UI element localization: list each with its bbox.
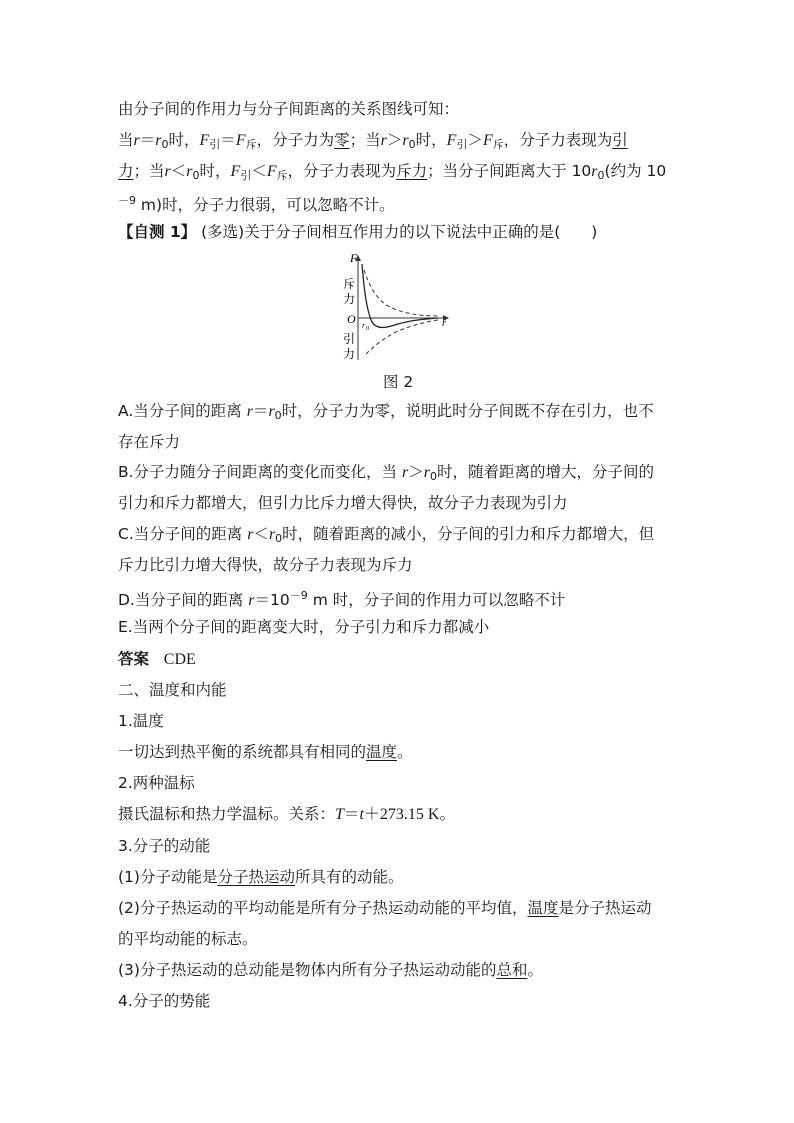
label-li: 力 [343,292,356,306]
label-F: F [350,251,358,265]
heading-scales: 2.两种温标 [118,774,195,792]
answer-label: 答案 [118,650,150,668]
answer-line [118,649,196,670]
para1-line3: $^{-9}$ m)时，分子力很弱，可以忽略不计。 [118,194,395,214]
temperature-text: 一切达到热平衡的系统都具有相同的温度。 [118,743,413,761]
label-yin: 引 [343,332,356,346]
repulsion-curve [364,270,438,316]
intro-line: 由分子间的作用力与分子间距离的关系图线可知： [118,100,460,118]
option-C-line1: C.当分子间的距离 $r<r_0$时，随着距离的减小，分子间的引力和斥力都增大，但 [118,525,655,545]
heading-temperature: 1.温度 [118,712,164,730]
label-chi: 斥 [343,277,356,291]
option-C-line2: 斥力比引力增大得快，故分子力表现为斥力 [118,556,413,574]
option-D-line: D.当分子间的距离 $r=10^{-9}$ m 时，分子间的作用力可以忽略不计 [118,589,566,609]
figure-caption: 图 2 [383,373,414,391]
answer-value: CDE [163,651,196,668]
label-r: r [442,318,446,329]
answer-zero: 零 [334,131,350,149]
label-r0-sub: 0 [366,326,369,332]
section2-title: 二、温度和内能 [118,681,227,699]
para1-line2: 力；当$r<r_0$时，$F_引<F_斥$，分子力表现为斥力；当分子间距离大于 $10r_0$(约为 10 [118,162,667,182]
kinetic-item3: (3)分子热运动的总动能是物体内所有分子热运动动能的总和。 [118,961,543,979]
force-distance-figure [330,250,460,365]
option-A-line1: A.当分子间的距离 $r=r_0$时，分子力为零，说明此时分子间既不存在引力，也不 [118,402,654,422]
scales-text: 摄氏温标和热力学温标。关系：T＝t＋273.15 K。 [118,805,456,823]
heading-potential: 4.分子的势能 [118,992,211,1010]
kinetic-item2-line1: (2)分子热运动的平均动能是所有分子热运动动能的平均值，温度是分子热运动 [118,899,652,917]
option-B-line1: B.分子力随分子间距离的变化而变化，当 $r>r_0$时，随着距离的增大，分子间的 [118,463,654,483]
option-B-line2: 引力和斥力都增大，但引力比斥力增大得快，故分子力表现为引力 [118,494,568,512]
label-O: O [347,312,356,326]
answer-repulsion: 斥力 [396,162,428,180]
option-E-line: E.当两个分子间的距离变大时，分子引力和斥力都减小 [118,618,490,636]
question-tag: 【自测 1】 [118,223,197,241]
para1-line1: 当$r=r_0$时，$F_引=F_斥$，分子力为零；当$r>r_0$时，$F_引>F_斥$，分子力表现为引 [118,131,628,151]
question-line: 【自测 1】 (多选)关于分子间相互作用力的以下说法中正确的是( ) [118,223,598,241]
label-li2: 力 [343,347,356,361]
heading-kinetic: 3.分子的动能 [118,837,211,855]
kinetic-item2-line2: 的平均动能的标志。 [118,930,258,948]
label-r0: r [362,321,366,330]
option-A-line2: 存在斥力 [118,433,181,451]
kinetic-item1: (1)分子动能是分子热运动所具有的动能。 [118,868,404,886]
attraction-curve [366,320,438,354]
